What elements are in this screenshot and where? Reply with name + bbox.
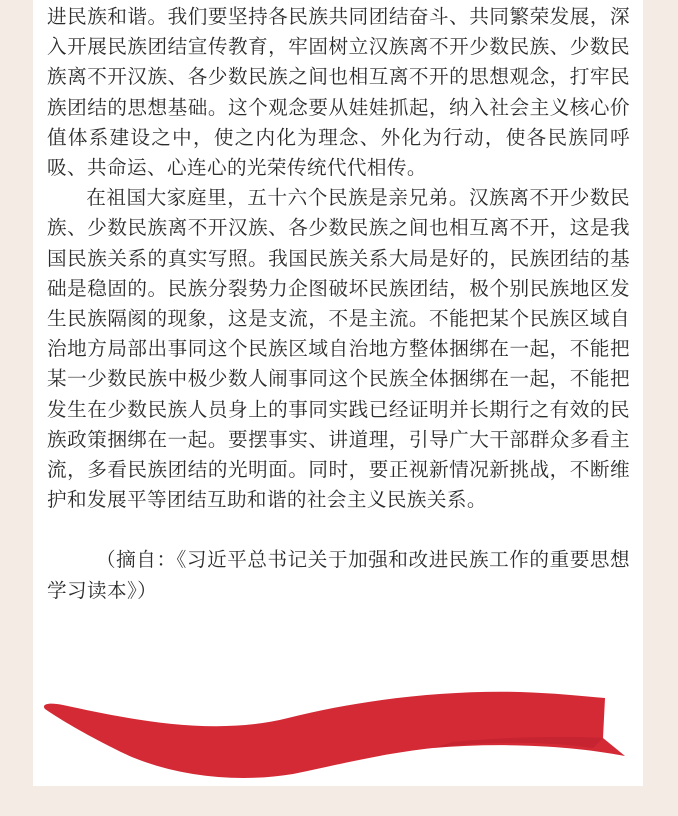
article-paragraph-2: 在祖国大家庭里，五十六个民族是亲兄弟。汉族离不开少数民族、少数民族离不开汉族、各少数民族之间也相互离不开，这是我国民族关系的真实写照。我国民族关系大局是好的，民族团结的基础是稳固的。民族分裂势力企图破坏民族团结，极个别民族地区发生民族隔阂的现象，这是支流，不是主流。不能把某个民族区域自治地方局部出事同这个民族区域自治地方整体捆绑在一起，不能把某一少数民族中极少数人闹事同这个民族全体捆绑在一起，不能把发生在少数民族人员身上的事同实践已经证明并长期行之有效的民族政策捆绑在一起。要摆事实、讲道理，引导广大干部群众多看主流，多看民族团结的光明面。同时，要正视新情况新挑战，不断维护和发展平等团结互助和谐的社会主义民族关系。 — [47, 186, 630, 512]
article-paragraph-1: 进民族和谐。我们要坚持各民族共同团结奋斗、共同繁荣发展，深入开展民族团结宣传教育，牢固树立汉族离不开少数民族、少数民族离不开汉族、各少数民族之间也相互离不开的思想观念，打牢民族团结的思想基础。这个观念要从娃娃抓起，纳入社会主义核心价值体系建设之中，使之内化为理念、外化为行动，使各民族同呼吸、共命运、心连心的光荣传统代代相传。 — [47, 5, 630, 180]
article-card — [33, 0, 643, 786]
article-source: （摘自：《习近平总书记关于加强和改进民族工作的重要思想学习读本》） — [47, 548, 630, 602]
ribbon-shape — [44, 692, 625, 778]
article-body — [47, 2, 630, 606]
red-ribbon-decoration — [33, 682, 643, 786]
